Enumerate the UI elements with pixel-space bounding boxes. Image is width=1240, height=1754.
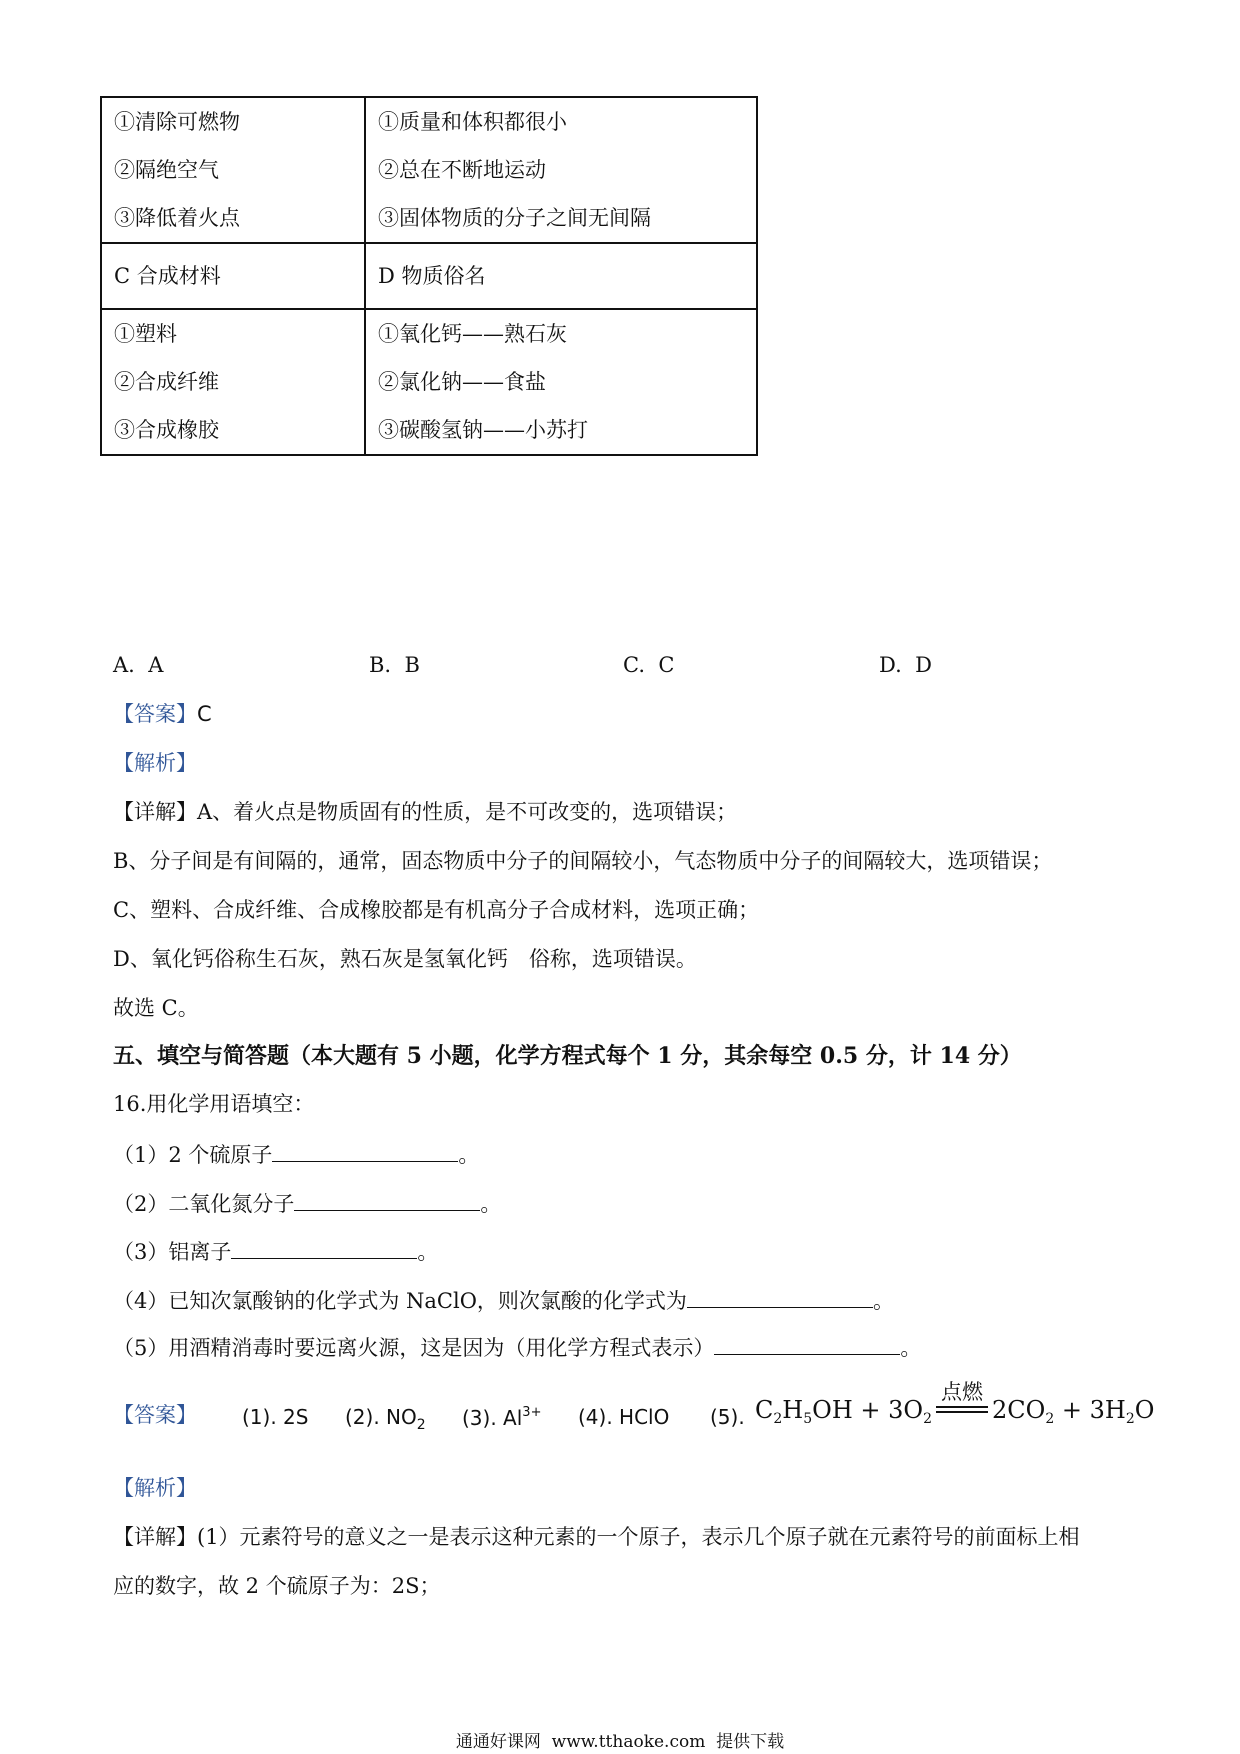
answer-value: 2S: [283, 1405, 309, 1429]
item-end: 。: [417, 1240, 439, 1264]
answer-value: C: [197, 702, 212, 726]
item-text: （1）2 个硫原子: [113, 1143, 273, 1167]
answer-label: (1).: [242, 1405, 277, 1429]
option-value: D: [915, 653, 932, 677]
section-title: 五、填空与简答题（本大题有 5 小题，化学方程式每个 1 分，其余每空 0.5 分，计 14 分）: [113, 1043, 1022, 1069]
answer-blank: [231, 1240, 417, 1259]
q16-detail-2: 应的数字，故 2 个硫原子为：2S；: [113, 1574, 441, 1598]
table-cell: [365, 243, 757, 309]
option-c: [623, 655, 674, 676]
cell-line: ③合成橡胶: [114, 418, 219, 442]
q16-answer-2: [345, 1405, 426, 1433]
table-cell: [365, 97, 757, 243]
item-text: （2）二氧化氮分子: [113, 1192, 295, 1216]
option-label: B.: [369, 653, 392, 677]
table-row: [101, 309, 757, 455]
options-table: [100, 96, 758, 456]
detail-tag: 【详解】: [113, 1525, 197, 1549]
item-text: （5）用酒精消毒时要远离火源，这是因为（用化学方程式表示）: [113, 1336, 715, 1360]
reaction-arrow: [936, 1379, 988, 1424]
detail-tag: 【详解】: [113, 800, 197, 824]
table-cell: [101, 97, 365, 243]
page-footer: 通通好课网 www.tthaoke.com 提供下载: [455, 1732, 785, 1752]
table-cell: [365, 309, 757, 455]
q15-answer: [113, 704, 212, 725]
table-row: [101, 97, 757, 243]
q15-detail-1: [113, 802, 737, 823]
superscript: 3+: [522, 1405, 542, 1420]
option-label: A.: [113, 653, 135, 677]
cell-line: ①塑料: [114, 322, 177, 346]
q15-detail-2: B、分子间是有间隔的，通常，固态物质中分子的间隔较小，气态物质中分子的间隔较大，选项错误；: [113, 849, 1053, 873]
option-d: [879, 655, 932, 676]
cell-line: ②总在不断地运动: [378, 158, 546, 182]
cell-line: ②隔绝空气: [114, 158, 219, 182]
answer-blank: [687, 1289, 873, 1308]
cell-line: ①氧化钙——熟石灰: [378, 322, 567, 346]
table-row: [101, 243, 757, 309]
q16-answer-4: [578, 1405, 669, 1429]
q16-answer-3: [462, 1405, 541, 1430]
answer-value: NO: [386, 1405, 417, 1429]
item-text: （4）已知次氯酸钠的化学式为 NaClO，则次氯酸的化学式为: [113, 1289, 687, 1313]
reaction-condition: 点燃: [941, 1379, 983, 1404]
q16-detail-1: [113, 1527, 1080, 1548]
q16-item-2: [113, 1192, 501, 1215]
answer-blank: [714, 1336, 900, 1355]
table-cell: [101, 243, 365, 309]
cell-line: ③碳酸氢钠——小苏打: [378, 418, 588, 442]
option-value: B: [404, 653, 420, 677]
cell-line: C 合成材料: [114, 264, 221, 288]
cell-line: ③固体物质的分子之间无间隔: [378, 206, 651, 230]
q15-detail-4: D、氧化钙俗称生石灰，熟石灰是氢氧化钙 俗称，选项错误。: [113, 947, 697, 971]
q16-item-1: [113, 1143, 479, 1166]
subscript: 2: [416, 1417, 426, 1433]
q15-detail-3: C、塑料、合成纤维、合成橡胶都是有机高分子合成材料，选项正确；: [113, 898, 760, 922]
cell-line: ①质量和体积都很小: [378, 110, 567, 134]
item-end: 。: [458, 1143, 480, 1167]
item-end: 。: [480, 1192, 502, 1216]
cell-line: ①清除可燃物: [114, 110, 240, 134]
option-value: C: [658, 653, 675, 677]
answer-label: (2).: [345, 1405, 380, 1429]
q16-item-4: [113, 1289, 894, 1312]
q16-analysis-tag: 【解析】: [113, 1476, 197, 1500]
q16-answer-1: [242, 1405, 308, 1429]
answer-label: (4).: [578, 1405, 613, 1429]
answer-value: Al: [503, 1406, 523, 1430]
option-label: C.: [623, 653, 645, 677]
answer-value: HClO: [619, 1405, 670, 1429]
option-a: [113, 655, 163, 676]
option-value: A: [148, 653, 164, 677]
q16-answer-5-label: (5).: [710, 1405, 745, 1429]
cell-line: ②合成纤维: [114, 370, 219, 394]
option-label: D.: [879, 653, 902, 677]
q15-analysis-tag: 【解析】: [113, 751, 197, 775]
detail-text: (1）元素符号的意义之一是表示这种元素的一个原子，表示几个原子就在元素符号的前面标上相: [197, 1525, 1080, 1549]
q15-conclusion: 故选 C。: [113, 996, 199, 1020]
q16-item-3: [113, 1240, 438, 1263]
cell-line: ②氯化钠——食盐: [378, 370, 546, 394]
q16-item-5: [113, 1336, 921, 1359]
cell-line: D 物质俗名: [378, 264, 486, 288]
cell-line: ③降低着火点: [114, 206, 240, 230]
item-end: 。: [872, 1289, 894, 1313]
item-end: 。: [900, 1336, 922, 1360]
detail-text: A、着火点是物质固有的性质，是不可改变的，选项错误；: [197, 800, 738, 824]
option-b: [369, 655, 420, 676]
item-text: （3）铝离子: [113, 1240, 232, 1264]
answer-tag: 【答案】: [113, 702, 197, 726]
q16-answer-tag: 【答案】: [113, 1403, 197, 1427]
combustion-equation: $C_2H_5OH + 3O_2$ 点燃 $2CO_2 + 3H_2O$: [755, 1396, 1154, 1427]
table-cell: [101, 309, 365, 455]
answer-label: (3).: [462, 1406, 497, 1430]
q16-stem: 16.用化学用语填空：: [113, 1092, 315, 1116]
answer-blank: [272, 1143, 458, 1162]
answer-blank: [294, 1192, 480, 1211]
